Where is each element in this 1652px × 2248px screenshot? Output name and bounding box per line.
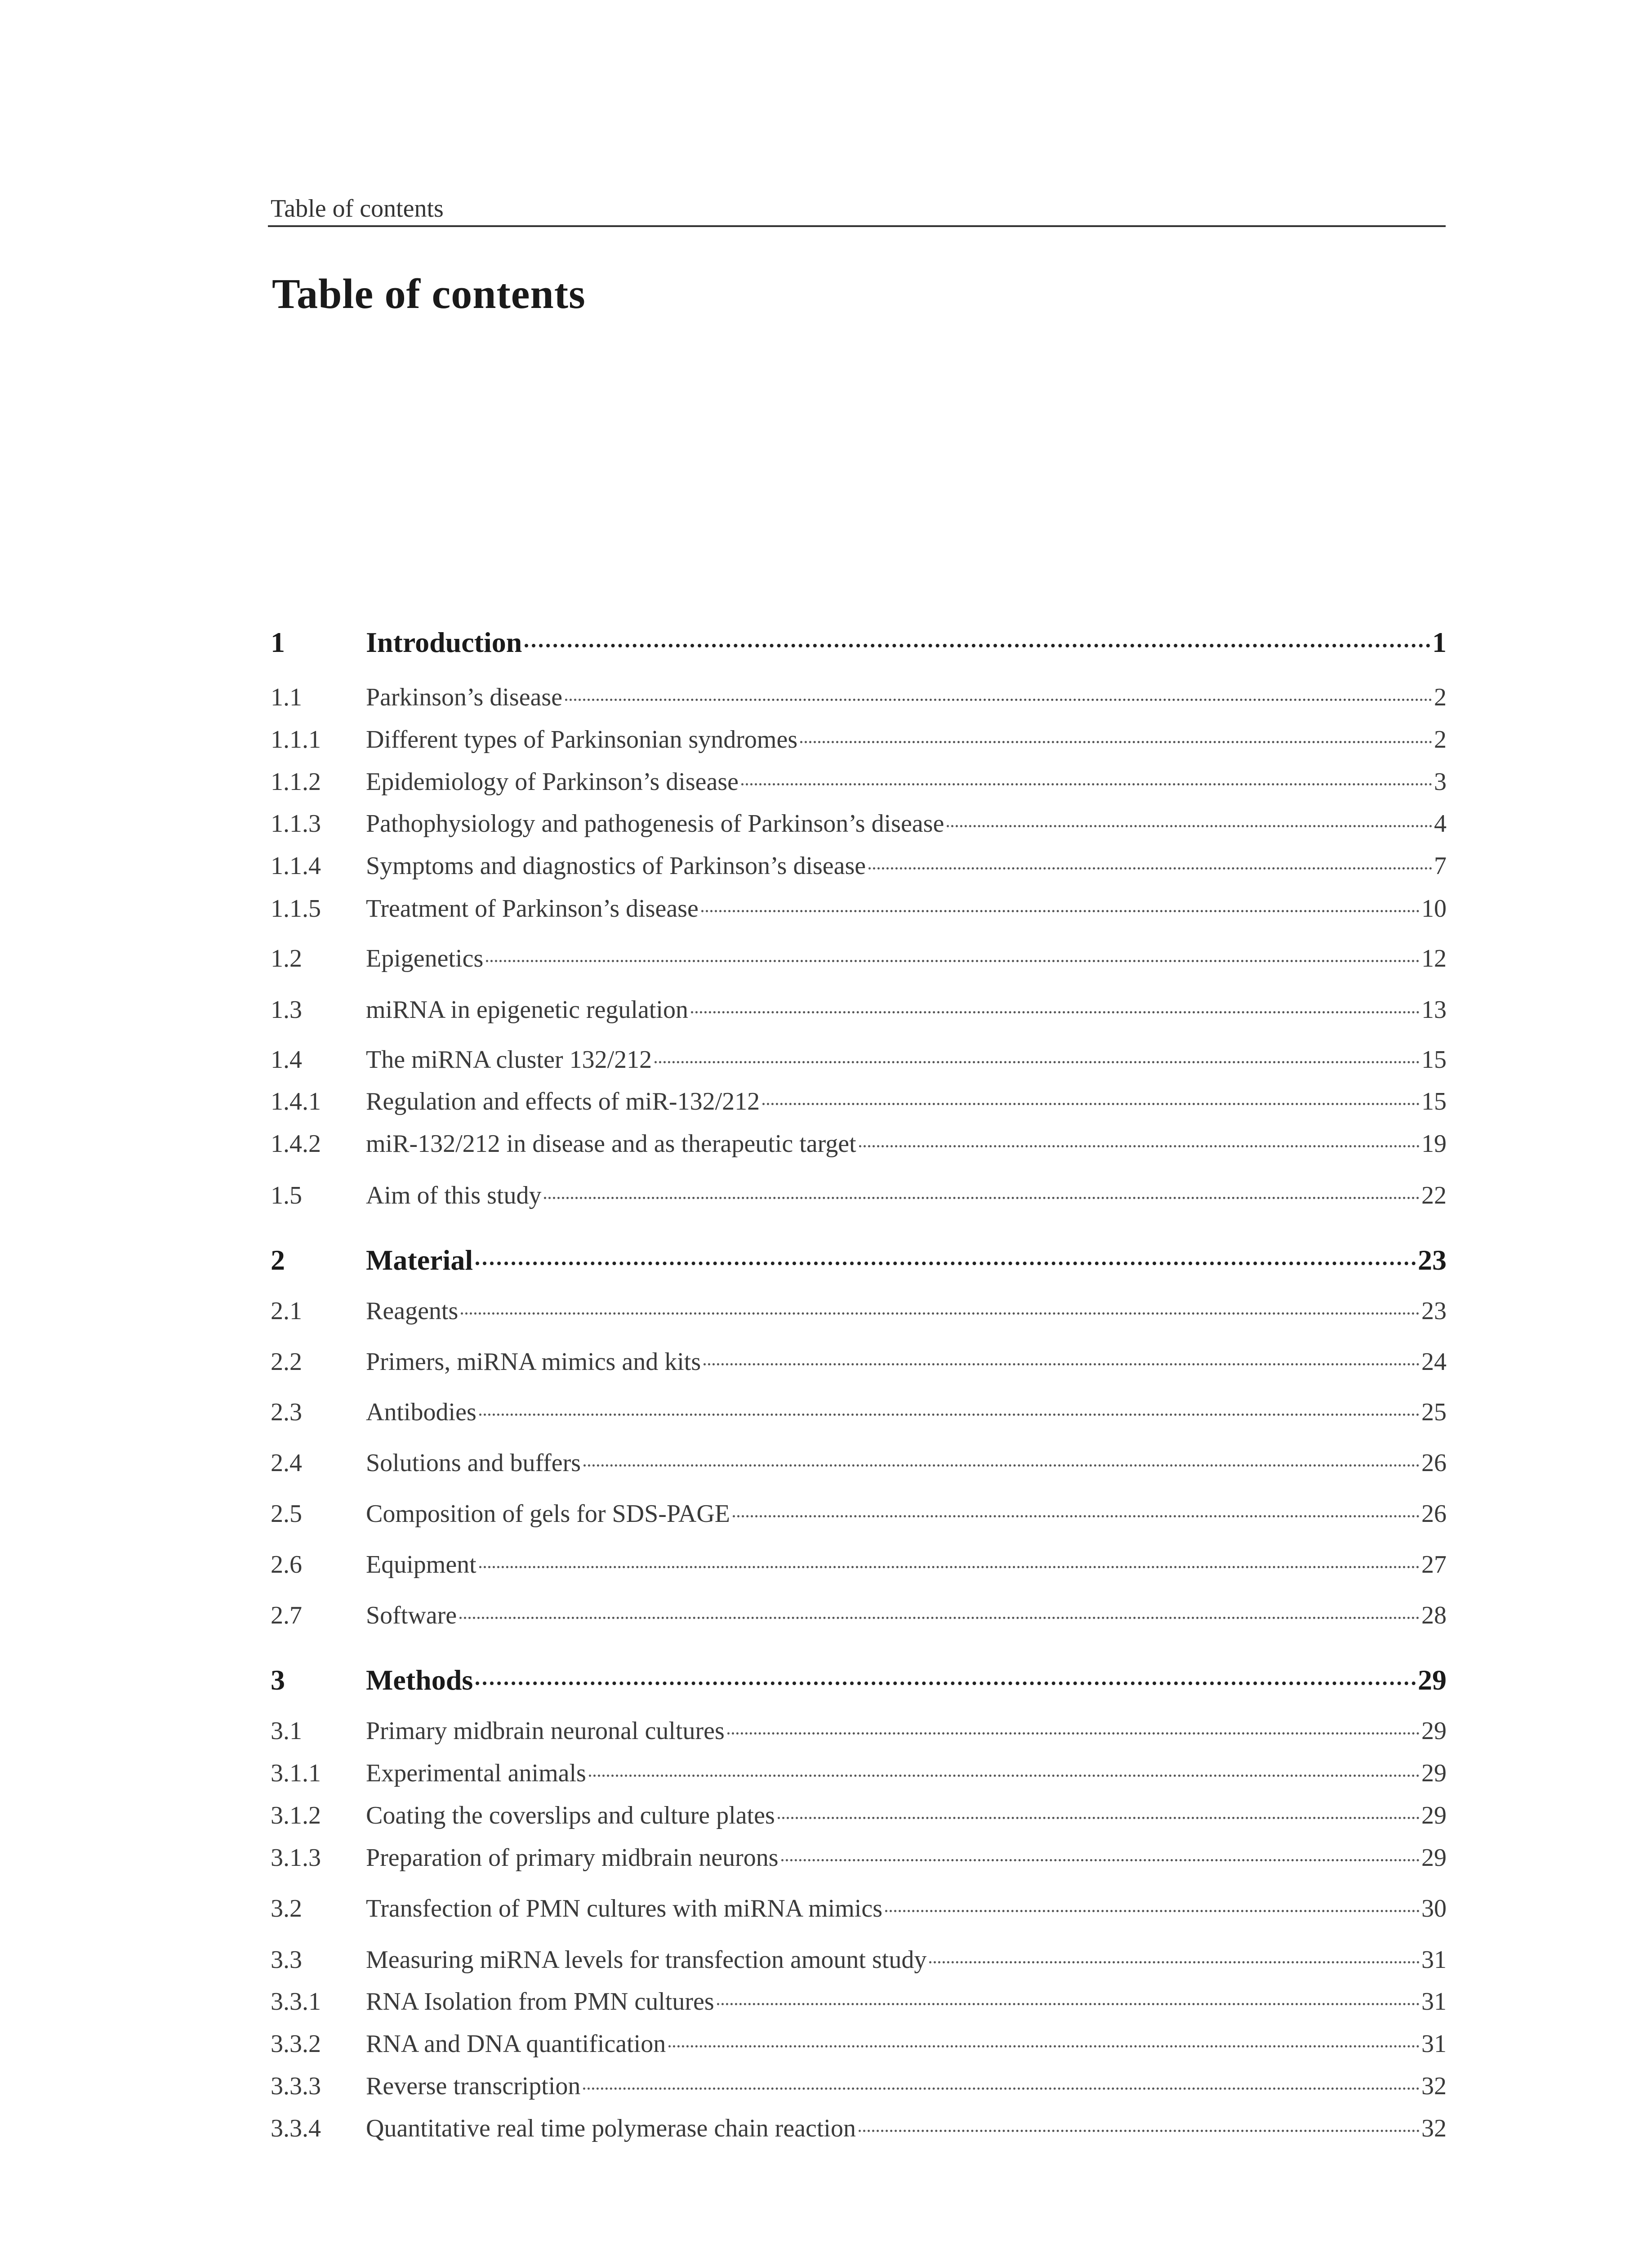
toc-entry-number: 1.1.4 <box>271 852 321 880</box>
toc-entry-number: 1.1.2 <box>271 768 321 796</box>
toc-entry[interactable] <box>271 767 1447 796</box>
dot-leader <box>479 1414 1420 1416</box>
toc-entry-number: 3.1.2 <box>271 1802 321 1829</box>
toc-entry-page[interactable]: 4 <box>1434 810 1447 838</box>
toc-entry-number: 1 <box>271 626 285 658</box>
toc-entry-page[interactable]: 3 <box>1434 768 1447 796</box>
toc-entry-title[interactable]: miRNA in epigenetic regulation <box>366 996 688 1024</box>
toc-entry-title[interactable]: RNA and DNA quantification <box>366 2030 666 2058</box>
dot-leader <box>459 1617 1420 1619</box>
toc-entry[interactable] <box>271 1347 1447 1376</box>
toc-entry-title[interactable]: Introduction <box>366 626 522 658</box>
toc-entry-number: 1.2 <box>271 945 302 972</box>
dot-leader <box>479 1566 1420 1568</box>
toc-entry-title[interactable]: Material <box>366 1244 473 1276</box>
toc-entry-page[interactable]: 31 <box>1421 1988 1447 2016</box>
toc-entry[interactable] <box>271 1129 1447 1158</box>
toc-entry-title[interactable]: Aim of this study <box>366 1182 542 1209</box>
toc-entry-page[interactable]: 19 <box>1421 1130 1447 1158</box>
toc-entry-title[interactable]: Experimental animals <box>366 1759 586 1787</box>
dot-leader <box>701 910 1420 912</box>
toc-entry-number: 3.1.1 <box>271 1759 321 1787</box>
dot-leader <box>476 1262 1416 1265</box>
toc-entry[interactable] <box>271 1945 1447 1974</box>
toc-entry[interactable] <box>271 1045 1447 1074</box>
toc-entry-title[interactable]: Parkinson’s disease <box>366 683 563 711</box>
toc-entry[interactable] <box>271 2029 1447 2058</box>
toc-entry-page[interactable]: 32 <box>1421 2072 1447 2100</box>
toc-chapter-entry[interactable] <box>271 1244 1447 1277</box>
toc-entry[interactable] <box>271 1987 1447 2016</box>
toc-entry[interactable] <box>271 852 1447 880</box>
toc-entry-title[interactable]: Preparation of primary midbrain neurons <box>366 1844 779 1872</box>
toc-entry-page[interactable]: 28 <box>1421 1601 1447 1629</box>
dot-leader <box>781 1859 1420 1861</box>
toc-entry-page[interactable]: 26 <box>1421 1449 1447 1477</box>
toc-entry-page[interactable]: 1 <box>1432 626 1447 658</box>
toc-entry-number: 2.2 <box>271 1348 302 1376</box>
dot-leader <box>583 1464 1420 1467</box>
toc-entry-page[interactable]: 31 <box>1421 1946 1447 1974</box>
toc-entry-title[interactable]: miR-132/212 in disease and as therapeutic target <box>366 1130 856 1158</box>
dot-leader <box>859 2130 1420 2132</box>
toc-entry-number: 2.5 <box>271 1500 302 1528</box>
toc-entry-page[interactable]: 31 <box>1421 2030 1447 2058</box>
dot-leader <box>589 1775 1420 1777</box>
toc-entry-title[interactable]: The miRNA cluster 132/212 <box>366 1046 652 1074</box>
toc-entry-number: 1.1.1 <box>271 726 321 754</box>
toc-entry-page[interactable]: 30 <box>1421 1895 1447 1922</box>
toc-entry-title[interactable]: Reagents <box>366 1297 459 1325</box>
toc-entry[interactable] <box>271 725 1447 754</box>
toc-entry-number: 1.4 <box>271 1046 302 1074</box>
toc-entry-page[interactable]: 7 <box>1434 852 1447 880</box>
toc-entry-number: 2.6 <box>271 1551 302 1579</box>
toc-entry-page[interactable]: 13 <box>1421 996 1447 1024</box>
toc-entry[interactable] <box>271 1398 1447 1427</box>
toc-entry-number: 1.5 <box>271 1182 302 1209</box>
dot-leader <box>544 1197 1420 1199</box>
dot-leader <box>655 1061 1420 1063</box>
toc-entry-page[interactable]: 10 <box>1421 895 1447 923</box>
toc-entry[interactable] <box>271 683 1447 712</box>
toc-entry-number: 3.3.4 <box>271 2114 321 2142</box>
dot-leader <box>583 2087 1420 2090</box>
toc-entry-number: 1.1.3 <box>271 810 321 838</box>
toc-entry-page[interactable]: 24 <box>1421 1348 1447 1376</box>
toc-entry-number: 3.1 <box>271 1717 302 1745</box>
toc-entry-title[interactable]: Software <box>366 1601 457 1629</box>
toc-entry-page[interactable]: 2 <box>1434 683 1447 711</box>
toc-entry[interactable] <box>271 944 1447 973</box>
dot-leader <box>565 699 1432 701</box>
toc-entry-page[interactable]: 29 <box>1421 1717 1447 1745</box>
header-rule <box>268 225 1446 227</box>
dot-leader <box>461 1312 1420 1315</box>
toc-entry-title[interactable]: Equipment <box>366 1551 476 1579</box>
toc-chapter-entry[interactable] <box>271 626 1447 659</box>
toc-entry[interactable] <box>271 1087 1447 1116</box>
dot-leader <box>859 1145 1420 1147</box>
toc-entry-title[interactable]: Antibodies <box>366 1398 476 1426</box>
toc-entry-page[interactable]: 15 <box>1421 1088 1447 1115</box>
toc-entry[interactable] <box>271 1759 1447 1788</box>
toc-entry-title[interactable]: Epigenetics <box>366 945 484 972</box>
dot-leader <box>668 2045 1420 2047</box>
toc-entry-number: 2 <box>271 1244 285 1276</box>
toc-entry-title[interactable]: Reverse transcription <box>366 2072 581 2100</box>
toc-entry-title[interactable]: Solutions and buffers <box>366 1449 581 1477</box>
toc-entry-page[interactable]: 22 <box>1421 1182 1447 1209</box>
toc-entry[interactable] <box>271 2114 1447 2143</box>
toc-entry-page[interactable]: 29 <box>1421 1844 1447 1872</box>
dot-leader <box>778 1817 1420 1819</box>
toc-entry-page[interactable]: 25 <box>1421 1398 1447 1426</box>
dot-leader <box>727 1732 1420 1735</box>
toc-entry-number: 1.1 <box>271 683 302 711</box>
toc-entry[interactable] <box>271 1181 1447 1210</box>
toc-entry[interactable] <box>271 809 1447 838</box>
toc-entry-title[interactable]: Quantitative real time polymerase chain reaction <box>366 2114 856 2142</box>
toc-entry[interactable] <box>271 1449 1447 1477</box>
toc-entry-title[interactable]: Transfection of PMN cultures with miRNA mimics <box>366 1895 883 1922</box>
dot-leader <box>929 1961 1420 1963</box>
dot-leader <box>800 741 1432 743</box>
toc-entry[interactable] <box>271 1717 1447 1745</box>
toc-entry-title[interactable]: Symptoms and diagnostics of Parkinson’s disease <box>366 852 866 880</box>
toc-entry-title[interactable]: Treatment of Parkinson’s disease <box>366 895 699 923</box>
toc-entry-page[interactable]: 12 <box>1421 945 1447 972</box>
dot-leader <box>741 783 1432 785</box>
dot-leader <box>476 1682 1416 1685</box>
toc-entry-number: 1.4.1 <box>271 1088 321 1115</box>
toc-entry-number: 3.3 <box>271 1946 302 1974</box>
toc-entry[interactable] <box>271 1499 1447 1528</box>
toc-entry-number: 1.4.2 <box>271 1130 321 1158</box>
dot-leader <box>868 867 1432 870</box>
toc-entry-page[interactable]: 26 <box>1421 1500 1447 1528</box>
toc-entry-page[interactable]: 23 <box>1418 1244 1447 1276</box>
dot-leader <box>733 1515 1420 1517</box>
toc-entry[interactable] <box>271 1843 1447 1872</box>
toc-entry-title[interactable]: Regulation and effects of miR-132/212 <box>366 1088 760 1115</box>
toc-entry[interactable] <box>271 1297 1447 1325</box>
toc-entry-title[interactable]: Measuring miRNA levels for transfection amount study <box>366 1946 927 1974</box>
toc-entry-number: 1.1.5 <box>271 895 321 923</box>
toc-entry[interactable] <box>271 1801 1447 1830</box>
dot-leader <box>947 825 1432 827</box>
toc-entry-number: 3.1.3 <box>271 1844 321 1872</box>
dot-leader <box>704 1363 1420 1365</box>
dot-leader <box>717 2003 1420 2005</box>
toc-entry-number: 3.3.1 <box>271 1988 321 2016</box>
toc-entry-title[interactable]: Primary midbrain neuronal cultures <box>366 1717 725 1745</box>
toc-entry-title[interactable]: RNA Isolation from PMN cultures <box>366 1988 714 2016</box>
toc-entry-number: 1.3 <box>271 996 302 1024</box>
toc-entry-title[interactable]: Composition of gels for SDS-PAGE <box>366 1500 730 1528</box>
dot-leader <box>691 1011 1420 1013</box>
page-title: Table of contents <box>272 271 586 317</box>
toc-entry-title[interactable]: Coating the coverslips and culture plates <box>366 1802 775 1829</box>
running-header: Table of contents <box>271 195 444 223</box>
toc-entry-title[interactable]: Epidemiology of Parkinson’s disease <box>366 768 739 796</box>
dot-leader <box>762 1103 1420 1105</box>
toc-entry[interactable] <box>271 1894 1447 1923</box>
dot-leader <box>885 1910 1420 1912</box>
toc-entry-page[interactable]: 15 <box>1421 1046 1447 1074</box>
toc-entry-page[interactable]: 2 <box>1434 726 1447 754</box>
toc-entry[interactable] <box>271 1601 1447 1630</box>
toc-entry-page[interactable]: 29 <box>1421 1802 1447 1829</box>
toc-entry[interactable] <box>271 1550 1447 1579</box>
toc-chapter-entry[interactable] <box>271 1664 1447 1697</box>
toc-entry[interactable] <box>271 995 1447 1024</box>
toc-entry-number: 3.2 <box>271 1895 302 1922</box>
dot-leader <box>486 960 1420 962</box>
toc-entry-number: 2.3 <box>271 1398 302 1426</box>
toc-entry[interactable] <box>271 894 1447 923</box>
toc-entry-page[interactable]: 23 <box>1421 1297 1447 1325</box>
toc-entry-number: 3 <box>271 1664 285 1696</box>
toc-entry-page[interactable]: 27 <box>1421 1551 1447 1579</box>
toc-entry[interactable] <box>271 2072 1447 2101</box>
toc-entry-number: 2.7 <box>271 1601 302 1629</box>
toc-entry-title[interactable]: Pathophysiology and pathogenesis of Parkinson’s disease <box>366 810 944 838</box>
toc-entry-title[interactable]: Primers, miRNA mimics and kits <box>366 1348 701 1376</box>
toc-entry-number: 2.1 <box>271 1297 302 1325</box>
toc-entry-number: 3.3.2 <box>271 2030 321 2058</box>
toc-entry-page[interactable]: 32 <box>1421 2114 1447 2142</box>
toc-entry-page[interactable]: 29 <box>1418 1664 1447 1696</box>
toc-entry-number: 3.3.3 <box>271 2072 321 2100</box>
toc-entry-page[interactable]: 29 <box>1421 1759 1447 1787</box>
toc-entry-title[interactable]: Methods <box>366 1664 473 1696</box>
toc-entry-title[interactable]: Different types of Parkinsonian syndromes <box>366 726 798 754</box>
dot-leader <box>525 644 1430 647</box>
toc-entry-number: 2.4 <box>271 1449 302 1477</box>
